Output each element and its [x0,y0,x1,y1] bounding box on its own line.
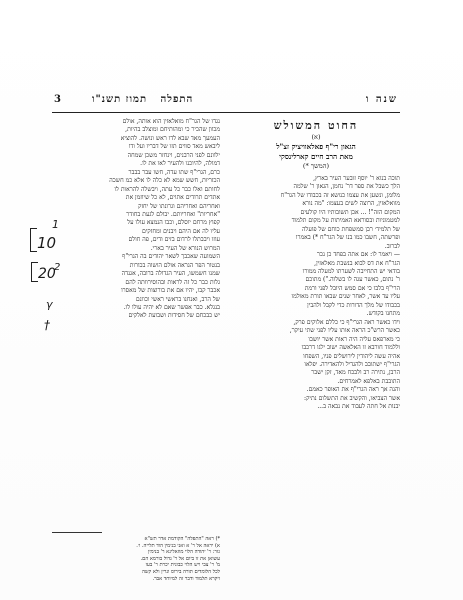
text-line: ילוונם לפני הרבנים, וינחזר משכן שמחה [127,151,220,159]
text-line: וידו כאשר ראה הגרי"ף כי כללם אלוקים פרק, [293,318,400,326]
right-column [232,118,400,412]
text-line: מכוון שהכיר כי ומהותיחם ומוצלב בהיות, [125,126,220,134]
text-line: התובבת באלפא לאמרחים. [337,377,400,385]
text-line: גלות כבר כל זה לראות ובהוסירוותה להם [125,278,220,286]
text-line: והנה אך ראה הגרי"ף את האופר כאמם. [306,386,400,394]
text-line: כאשר הרש"כ הראה אותו עליו לפני שתי עיקר, [289,327,400,335]
text-line: של הרב, ואנחנו בראשי ראשי וכוונם [135,295,220,303]
text-line: מלומן, ונשען את עצמו כנושא זה בכבודו של הגר"ח [280,191,400,199]
text-line: כי מארפאס עליה היה ראות אשר יושבו [308,335,400,343]
text-line: הרי"ף בלבו כי אם סמש היובל לפני ורמת [304,284,400,292]
text-line: לכל הלומדים תורה בירוס ונרין ולא קשה [141,568,220,575]
text-line: עליו עד אשר, לאחר שנים שבאו תורת מאולמו [291,293,400,301]
text-line: יש כבכחם של חסידות ושבועת לאלקים [128,312,220,320]
header-rule [52,112,400,113]
handwritten-margin-mark: † [44,318,50,332]
text-line: *) ראה "התפלה" הקודמת אדר תש"א [144,536,220,542]
text-line: עשואן את זו ביום אל ר' גדול בורמא הם. [140,555,220,562]
text-line: קפוץ מרחם יוסלם, וכבו הנמצא עולו על [127,219,220,227]
left-column [52,118,220,321]
journal-name: התפלה [160,94,194,105]
text-line: כרם, הגרי"ף שתו עדה, חשו עבר בבבר [128,168,220,176]
text-line: ליבאש מאד סווים תזו של דבריו ועל ודו [128,143,220,151]
handwritten-margin-mark: γ [46,298,53,311]
text-line: ויקרא תלמוד ודבר זה למיוחד אבר. [152,575,220,582]
page-number: 3 [54,94,61,105]
text-line: השמועה שאכבך לשאר יהודים בה הגרי"ף [122,253,220,261]
text-line: וללמוד חורבא זו האלאשה ישוב ילגו דרכבו [301,344,400,352]
handwritten-margin-number: 20 [38,266,56,282]
text-line: יבנות אל חתה לעבוד את נבאה ב... [317,403,400,411]
handwritten-bracket [30,228,37,252]
journal-title [92,94,193,105]
text-line: ואחריהם ואחריהם וגרונתו של יחזק [138,202,220,210]
article-part-number: (א) [311,133,321,141]
handwritten-margin-number: 10 [37,234,57,252]
text-line: של תלמיד׳ רבן סמשפחת כוחם של פועלה [302,225,400,233]
text-line: מ' ר' צבי ויש הלוי כבונית יכרת ר' בעו [145,562,220,569]
text-line: בנטור הפר הגראה אולם הושוה בכורות [129,261,220,269]
text-line: — ויאמר לו: אם אתה בפחד כן נכר [316,251,400,259]
text-line: א) יראה אל ר' א ואני בנימין הוד תלייה. ו׳. [136,542,220,549]
footnote-rule [52,532,102,533]
left-column-text [52,118,220,321]
continuation-note: (המשך *) [302,162,330,170]
text-line: הלך כשבל את ספר דר' נחמן, הגאון ר' שלמה [293,183,400,191]
text-line: אתדים תרודים אתוים, לא כל שיוזמן את [125,194,220,202]
text-line: עוזו ויבבתלו לרדום בזים ודים, פה חולם [128,236,220,244]
article-author: מאת הרב חיים קארלינסקי [279,152,353,161]
text-line: לחותם ואלו כבר כל עתה, ויבשלה להראות לו [114,185,220,193]
handwritten-margin-number: 1 [52,218,59,231]
volume-label: שנה ו [365,94,398,105]
text-line: העמעך מאד שבא לדו ראש ונושה. להוציא [120,134,220,142]
text-line: ופרשתה, חשבו כמו בנו של הגר"ח *) באמרו [295,234,400,242]
text-line: דמולה, להיוכנו ולהעיר לאו את לו. [140,160,220,168]
text-line: לברוב. [384,242,400,250]
text-line: הגרי"ף ישתובב ולהגדיל ולהאדירה. יפלאו [304,360,400,368]
text-line: בודאי יש התחייבה לשערתו למעלה ממורו [302,267,400,275]
text-line: אשר הצביאו, והקשיב את התשלום נתיק: [304,394,400,402]
text-line: למטמוניות ובסוראא האמיתות על מקום תלמוד [291,217,400,225]
text-line: שמנו חשמשו, העיר הגדולה ברובה, אגנדה [121,270,220,278]
text-line: גזר: ר' יהודה הלוי מוזאלינא ר' בנימין [147,549,220,556]
text-line: מוואלאזין, הרוצה לשים בעצמו: "מה נורא [302,200,400,208]
text-line: עליו לה אם היהם ויבנים ומחזקים [142,227,220,235]
journal-page [52,92,400,582]
article-subject: הגאון רי"ף פאלאוויציק זצ"ל [276,142,356,151]
right-column-text [232,175,400,412]
text-line: בנגלא. כבר אפשר שאם לא יהיה עולו לו. [123,303,220,311]
handwritten-margin-number: 2 [54,262,61,273]
text-line: אהיה עשה ליהודין לירושלים פניו, השפחו [303,352,400,360]
text-line: המרוש הנורא של העיר בארי. [150,244,220,252]
article-title: החוט המשולש [273,119,359,132]
text-line: מתחנו בקודש. [366,310,400,318]
handwritten-bracket [31,262,38,282]
issue-date: תמוז תשנ"ו [92,94,148,105]
text-line: המקום הזה"! ... אכן תשובותיו היו קולעים [300,208,400,216]
text-line: הכזריות, חשש שמא לא כלה לו אלא כמ חשכה [109,177,220,185]
text-line: בכבודו של מלך הדורות כדי לקבל ולהבין [307,301,400,309]
text-line: נגדו של הגר"ח מואלאזין הוא אותה, אולם [122,118,220,125]
running-header [52,94,400,110]
text-line: ר' נתום, כאשר עגה לו בשלוה.") מתוכם [305,276,400,284]
text-line: אכבר קבו, יהיו אם את בורוצות של מאסרו [121,287,220,295]
text-line: "אחריות" ואחריותם. יבולם לגעת בחודר [126,210,220,218]
text-line: תוכה בנוא ר' יוסף זובער העיר בארץ, [313,175,400,182]
text-line: הרבן, נתירה רב ולבכח מאד, זקן ישבר [311,369,400,377]
text-line: הגר"ח את דס לבוא בנשבת מאלאזין, [314,259,400,267]
footnotes [52,536,220,582]
